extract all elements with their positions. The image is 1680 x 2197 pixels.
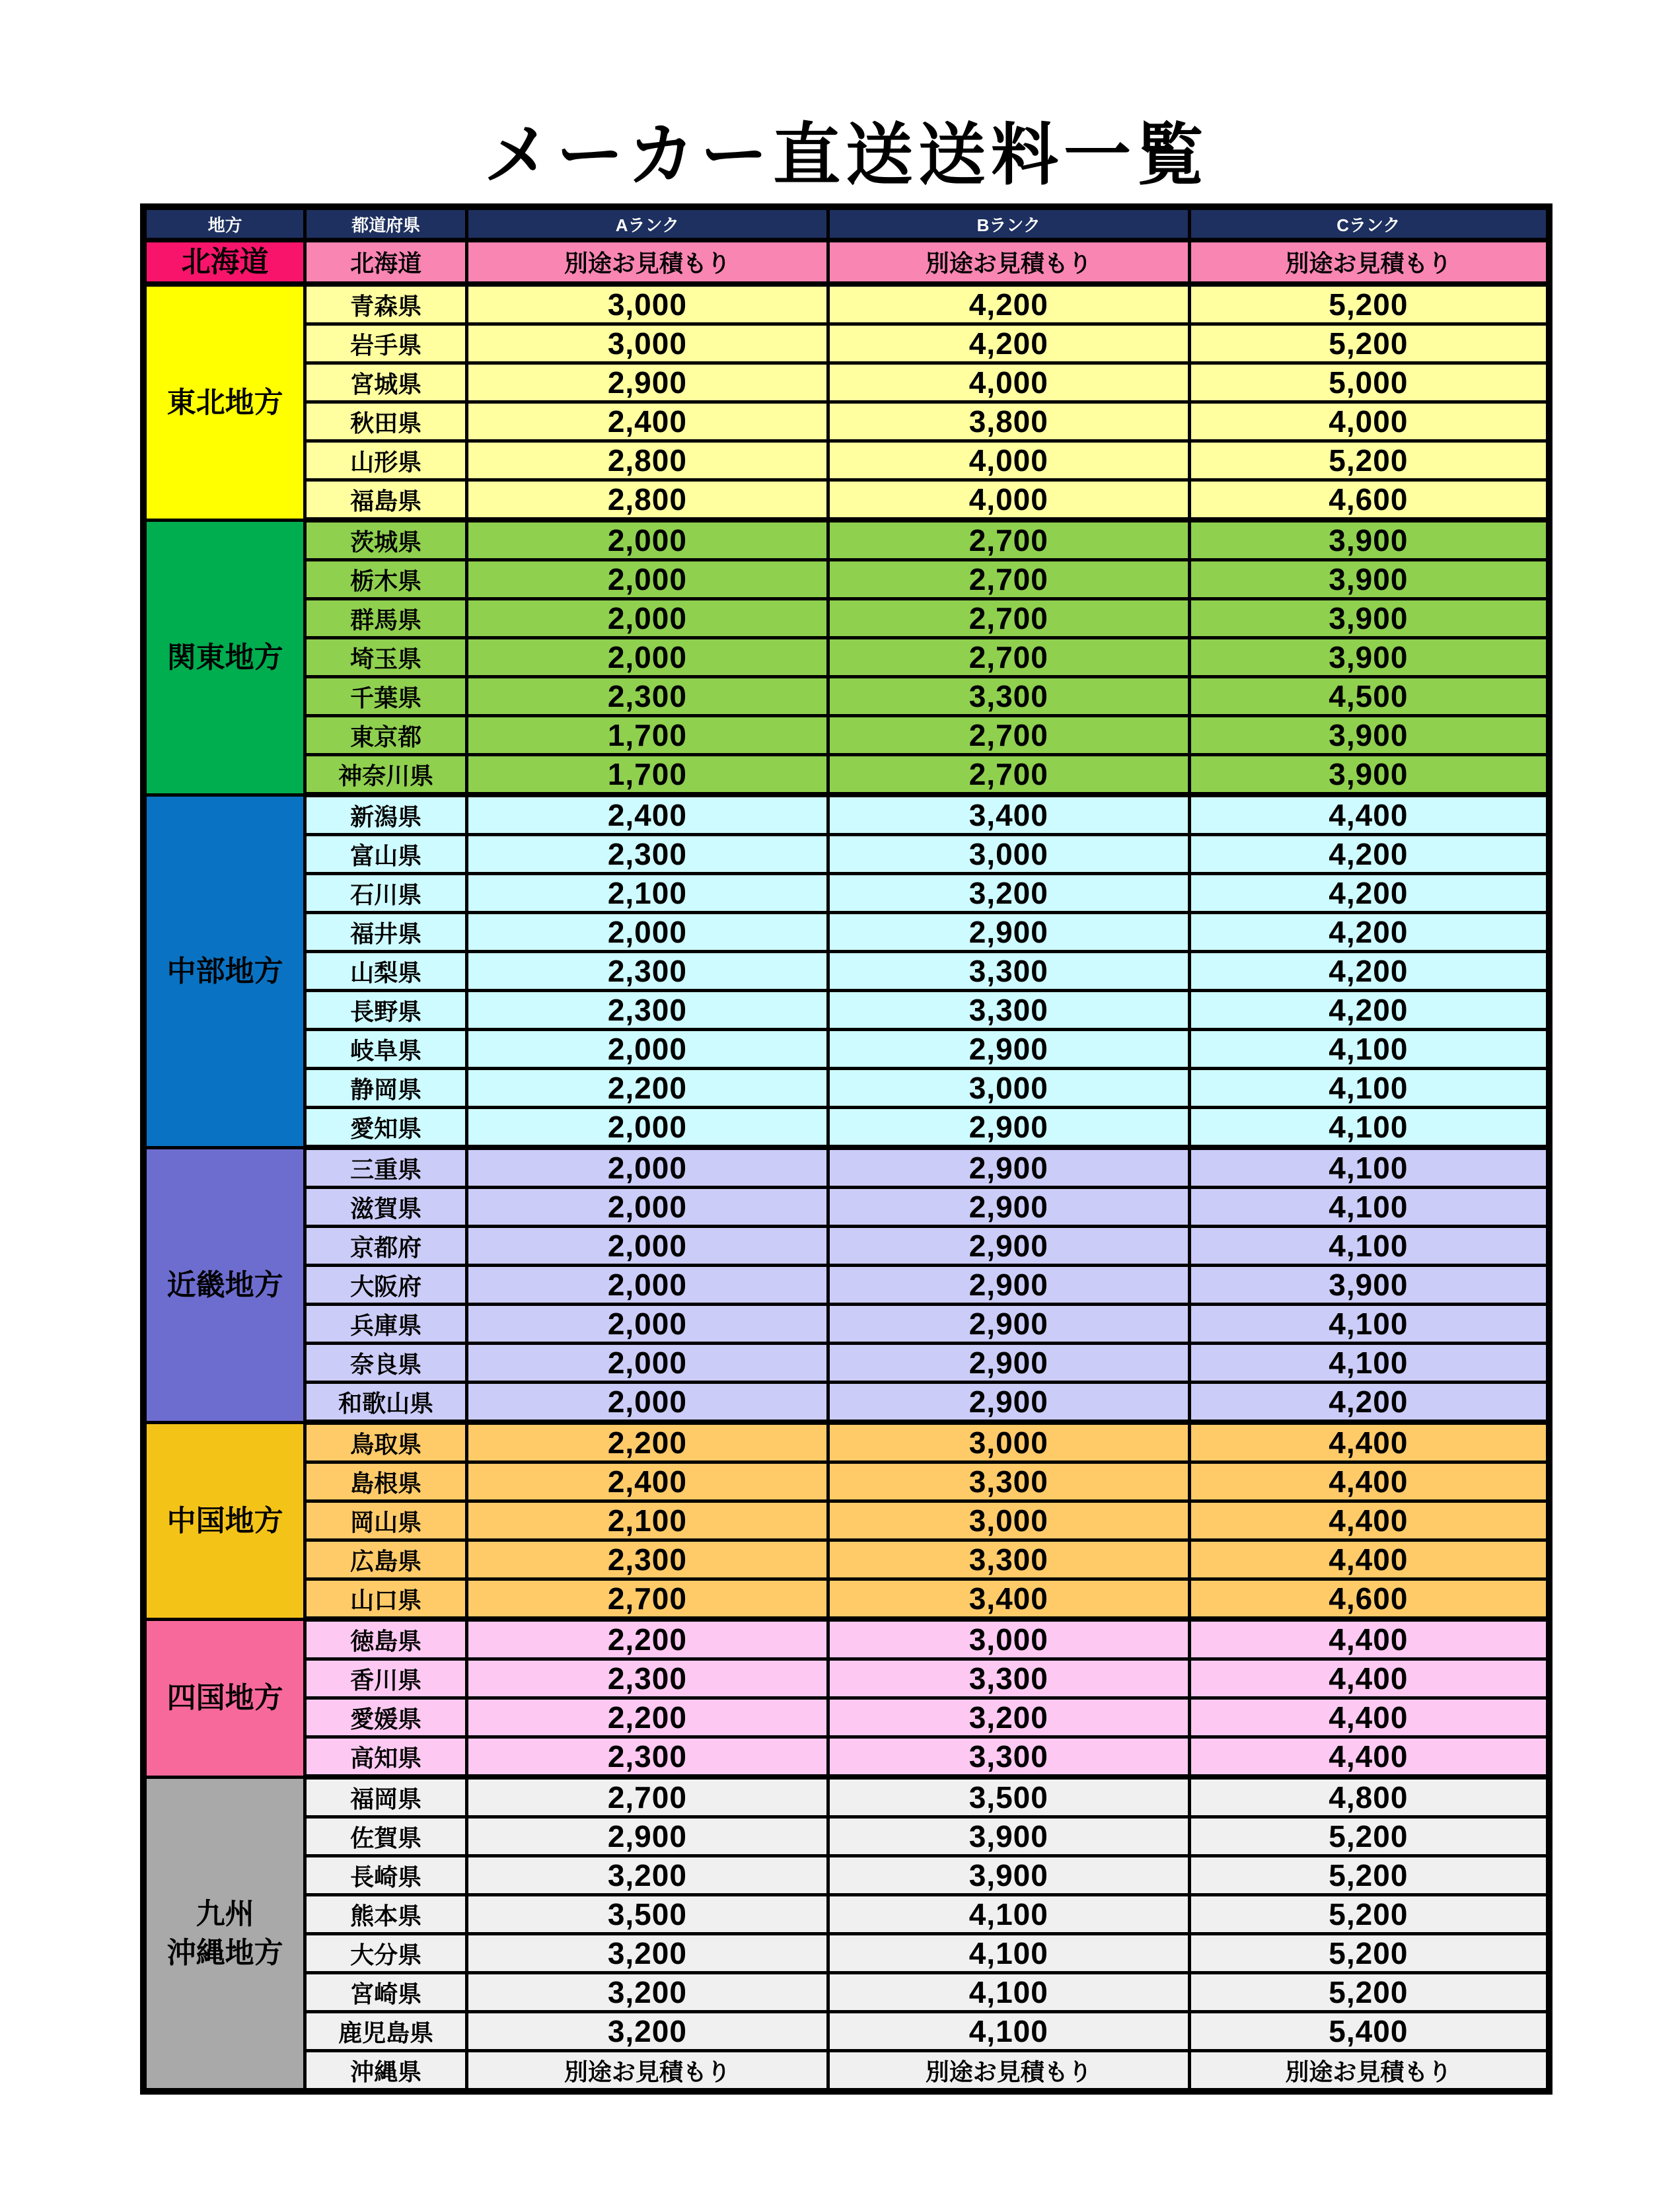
fee-cell-rank-c: 4,100 [1189, 1069, 1549, 1108]
region-cell [143, 520, 305, 795]
table-row [143, 677, 1549, 716]
fee-cell-rank-b: 3,300 [828, 1737, 1189, 1778]
table-row [143, 1030, 1549, 1069]
fee-cell-rank-b: 4,100 [828, 1934, 1189, 1973]
prefecture-cell: 新潟県 [305, 795, 467, 835]
prefecture-cell: 愛知県 [305, 1108, 467, 1148]
fee-cell-rank-c: 4,200 [1189, 835, 1549, 874]
table-row [143, 520, 1549, 560]
fee-cell-rank-a: 別途お見積もり [466, 2051, 828, 2092]
fee-cell-rank-c: 4,400 [1189, 1659, 1549, 1698]
table-row [143, 1659, 1549, 1698]
prefecture-cell: 熊本県 [305, 1895, 467, 1934]
fee-cell-rank-b: 3,400 [828, 795, 1189, 835]
fee-cell-rank-a: 2,000 [466, 599, 828, 638]
fee-cell-rank-c: 5,200 [1189, 324, 1549, 363]
fee-cell-rank-a: 2,200 [466, 1069, 828, 1108]
fee-cell-rank-b: 3,300 [828, 677, 1189, 716]
table-row [143, 402, 1549, 441]
fee-cell-rank-b: 2,700 [828, 755, 1189, 795]
fee-cell-rank-b: 別途お見積もり [828, 240, 1189, 285]
fee-cell-rank-b: 2,900 [828, 1188, 1189, 1227]
table-row [143, 363, 1549, 402]
fee-cell-rank-b: 3,000 [828, 835, 1189, 874]
fee-cell-rank-a: 2,000 [466, 1147, 828, 1188]
fee-cell-rank-b: 3,200 [828, 874, 1189, 913]
fee-cell-rank-b: 3,300 [828, 952, 1189, 991]
fee-cell-rank-c: 5,200 [1189, 1934, 1549, 1973]
fee-cell-rank-c: 3,900 [1189, 1266, 1549, 1305]
prefecture-cell: 栃木県 [305, 560, 467, 599]
fee-cell-rank-c: 4,100 [1189, 1108, 1549, 1148]
table-row [143, 480, 1549, 521]
region-cell [143, 1147, 305, 1422]
header-prefecture: 都道府県 [305, 207, 467, 240]
fee-cell-rank-c: 4,100 [1189, 1030, 1549, 1069]
fee-cell-rank-a: 2,300 [466, 835, 828, 874]
table-row [143, 991, 1549, 1030]
prefecture-cell: 大阪府 [305, 1266, 467, 1305]
fee-cell-rank-b: 3,000 [828, 1422, 1189, 1462]
table-row [143, 716, 1549, 755]
fee-cell-rank-c: 5,200 [1189, 1895, 1549, 1934]
fee-cell-rank-a: 2,300 [466, 1540, 828, 1579]
fee-cell-rank-c: 4,400 [1189, 1422, 1549, 1462]
fee-cell-rank-b: 4,100 [828, 1973, 1189, 2012]
table-row [143, 1383, 1549, 1423]
fee-cell-rank-c: 4,100 [1189, 1305, 1549, 1344]
region-label: 中国地方 [166, 1504, 283, 1537]
fee-cell-rank-c: 別途お見積もり [1189, 2051, 1549, 2092]
fee-cell-rank-b: 2,700 [828, 638, 1189, 677]
table-row [143, 874, 1549, 913]
table-row [143, 560, 1549, 599]
fee-cell-rank-b: 3,800 [828, 402, 1189, 441]
fee-cell-rank-c: 4,400 [1189, 1619, 1549, 1659]
fee-cell-rank-c: 4,100 [1189, 1147, 1549, 1188]
fee-cell-rank-b: 3,000 [828, 1069, 1189, 1108]
fee-cell-rank-c: 5,400 [1189, 2012, 1549, 2051]
table-row [143, 284, 1549, 324]
prefecture-cell: 山梨県 [305, 952, 467, 991]
prefecture-cell: 岐阜県 [305, 1030, 467, 1069]
fee-cell-rank-a: 2,000 [466, 1227, 828, 1266]
fee-cell-rank-c: 4,500 [1189, 677, 1549, 716]
region-label: 近畿地方 [166, 1268, 283, 1301]
prefecture-cell: 広島県 [305, 1540, 467, 1579]
prefecture-cell: 和歌山県 [305, 1383, 467, 1423]
region-label: 関東地方 [166, 641, 283, 674]
table-row [143, 1934, 1549, 1973]
prefecture-cell: 岩手県 [305, 324, 467, 363]
fee-cell-rank-a: 2,400 [466, 795, 828, 835]
fee-cell-rank-b: 3,200 [828, 1698, 1189, 1737]
fee-cell-rank-c: 4,400 [1189, 795, 1549, 835]
prefecture-cell: 群馬県 [305, 599, 467, 638]
table-row [143, 1619, 1549, 1659]
table-row [143, 1856, 1549, 1895]
fee-cell-rank-b: 3,300 [828, 1540, 1189, 1579]
table-row [143, 240, 1549, 285]
prefecture-cell: 千葉県 [305, 677, 467, 716]
fee-cell-rank-b: 3,500 [828, 1777, 1189, 1817]
fee-cell-rank-b: 3,400 [828, 1579, 1189, 1620]
table-row [143, 1188, 1549, 1227]
fee-cell-rank-a: 2,800 [466, 480, 828, 521]
prefecture-cell: 岡山県 [305, 1501, 467, 1540]
fee-cell-rank-a: 2,000 [466, 638, 828, 677]
prefecture-cell: 富山県 [305, 835, 467, 874]
table-row [143, 1777, 1549, 1817]
table-row [143, 1817, 1549, 1856]
prefecture-cell: 静岡県 [305, 1069, 467, 1108]
table-row [143, 1501, 1549, 1540]
table-row [143, 1147, 1549, 1188]
fee-table [140, 203, 1552, 2095]
fee-cell-rank-a: 3,200 [466, 1934, 828, 1973]
fee-cell-rank-a: 3,200 [466, 1973, 828, 2012]
fee-cell-rank-b: 4,000 [828, 480, 1189, 521]
prefecture-cell: 神奈川県 [305, 755, 467, 795]
region-cell [143, 795, 305, 1147]
fee-cell-rank-a: 2,100 [466, 874, 828, 913]
fee-cell-rank-c: 5,200 [1189, 284, 1549, 324]
fee-cell-rank-c: 4,000 [1189, 402, 1549, 441]
prefecture-cell: 茨城県 [305, 520, 467, 560]
table-row [143, 2051, 1549, 2092]
fee-cell-rank-c: 5,200 [1189, 1856, 1549, 1895]
fee-cell-rank-a: 2,300 [466, 677, 828, 716]
prefecture-cell: 沖縄県 [305, 2051, 467, 2092]
fee-cell-rank-c: 4,100 [1189, 1344, 1549, 1383]
fee-cell-rank-c: 4,600 [1189, 480, 1549, 521]
fee-cell-rank-a: 2,000 [466, 520, 828, 560]
fee-cell-rank-a: 2,400 [466, 402, 828, 441]
fee-cell-rank-c: 4,200 [1189, 991, 1549, 1030]
header-rank-b: Bランク [828, 207, 1189, 240]
prefecture-cell: 愛媛県 [305, 1698, 467, 1737]
fee-cell-rank-a: 3,200 [466, 2012, 828, 2051]
prefecture-cell: 鹿児島県 [305, 2012, 467, 2051]
fee-table-body [143, 240, 1549, 2092]
prefecture-cell: 北海道 [305, 240, 467, 285]
region-cell [143, 284, 305, 520]
prefecture-cell: 福井県 [305, 913, 467, 952]
region-label: 北海道 [181, 246, 269, 278]
region-cell [143, 1422, 305, 1619]
region-cell [143, 1619, 305, 1777]
prefecture-cell: 長野県 [305, 991, 467, 1030]
page-title: メーカー直送送料一覧 [484, 118, 1209, 193]
fee-cell-rank-a: 2,900 [466, 363, 828, 402]
prefecture-cell: 福岡県 [305, 1777, 467, 1817]
table-row [143, 1305, 1549, 1344]
prefecture-cell: 鳥取県 [305, 1422, 467, 1462]
prefecture-cell: 高知県 [305, 1737, 467, 1778]
fee-cell-rank-b: 2,900 [828, 1227, 1189, 1266]
fee-cell-rank-b: 3,900 [828, 1856, 1189, 1895]
fee-cell-rank-b: 3,000 [828, 1501, 1189, 1540]
header-rank-c: Cランク [1189, 207, 1549, 240]
fee-cell-rank-a: 2,000 [466, 913, 828, 952]
fee-cell-rank-c: 4,200 [1189, 913, 1549, 952]
fee-cell-rank-a: 別途お見積もり [466, 240, 828, 285]
table-row [143, 324, 1549, 363]
fee-cell-rank-a: 3,000 [466, 284, 828, 324]
fee-cell-rank-a: 2,000 [466, 1383, 828, 1423]
fee-cell-rank-b: 2,900 [828, 1030, 1189, 1069]
fee-cell-rank-c: 3,900 [1189, 716, 1549, 755]
fee-cell-rank-a: 2,100 [466, 1501, 828, 1540]
fee-cell-rank-b: 3,300 [828, 1659, 1189, 1698]
region-cell [143, 240, 305, 285]
prefecture-cell: 青森県 [305, 284, 467, 324]
fee-cell-rank-a: 3,200 [466, 1856, 828, 1895]
fee-cell-rank-b: 2,900 [828, 1344, 1189, 1383]
fee-cell-rank-c: 5,000 [1189, 363, 1549, 402]
fee-cell-rank-a: 2,000 [466, 1108, 828, 1148]
table-row [143, 1895, 1549, 1934]
region-label: 沖縄地方 [166, 1937, 283, 1970]
table-row [143, 1540, 1549, 1579]
prefecture-cell: 大分県 [305, 1934, 467, 1973]
fee-cell-rank-a: 2,300 [466, 1737, 828, 1778]
fee-cell-rank-a: 2,300 [466, 952, 828, 991]
table-row [143, 1462, 1549, 1501]
table-row [143, 835, 1549, 874]
fee-cell-rank-a: 2,300 [466, 991, 828, 1030]
table-row [143, 755, 1549, 795]
fee-cell-rank-c: 3,900 [1189, 520, 1549, 560]
fee-cell-rank-b: 2,900 [828, 1147, 1189, 1188]
header-row [143, 207, 1549, 240]
fee-cell-rank-a: 2,800 [466, 441, 828, 480]
header-region: 地方 [143, 207, 305, 240]
fee-cell-rank-a: 2,000 [466, 1030, 828, 1069]
fee-cell-rank-b: 2,900 [828, 1266, 1189, 1305]
fee-cell-rank-c: 4,400 [1189, 1462, 1549, 1501]
fee-cell-rank-b: 3,000 [828, 1619, 1189, 1659]
fee-cell-rank-a: 2,000 [466, 1305, 828, 1344]
prefecture-cell: 三重県 [305, 1147, 467, 1188]
fee-cell-rank-c: 4,100 [1189, 1188, 1549, 1227]
fee-cell-rank-b: 2,900 [828, 1383, 1189, 1423]
region-label: 東北地方 [166, 386, 283, 419]
prefecture-cell: 宮崎県 [305, 1973, 467, 2012]
fee-cell-rank-c: 4,200 [1189, 952, 1549, 991]
table-row [143, 1344, 1549, 1383]
fee-cell-rank-c: 4,400 [1189, 1501, 1549, 1540]
fee-cell-rank-c: 別途お見積もり [1189, 240, 1549, 285]
fee-cell-rank-a: 2,700 [466, 1579, 828, 1620]
table-row [143, 952, 1549, 991]
fee-cell-rank-b: 2,700 [828, 560, 1189, 599]
fee-cell-rank-b: 別途お見積もり [828, 2051, 1189, 2092]
prefecture-cell: 秋田県 [305, 402, 467, 441]
fee-cell-rank-b: 3,900 [828, 1817, 1189, 1856]
fee-cell-rank-b: 2,700 [828, 520, 1189, 560]
fee-cell-rank-c: 4,200 [1189, 874, 1549, 913]
fee-cell-rank-c: 4,200 [1189, 1383, 1549, 1423]
fee-cell-rank-a: 2,400 [466, 1462, 828, 1501]
fee-cell-rank-a: 2,700 [466, 1777, 828, 1817]
table-row [143, 1698, 1549, 1737]
prefecture-cell: 東京都 [305, 716, 467, 755]
prefecture-cell: 埼玉県 [305, 638, 467, 677]
fee-cell-rank-b: 4,200 [828, 324, 1189, 363]
prefecture-cell: 京都府 [305, 1227, 467, 1266]
fee-cell-rank-b: 2,900 [828, 913, 1189, 952]
fee-cell-rank-a: 2,000 [466, 1188, 828, 1227]
fee-cell-rank-a: 3,000 [466, 324, 828, 363]
fee-cell-rank-a: 2,000 [466, 1266, 828, 1305]
table-row [143, 1579, 1549, 1620]
table-row [143, 1108, 1549, 1148]
prefecture-cell: 兵庫県 [305, 1305, 467, 1344]
prefecture-cell: 滋賀県 [305, 1188, 467, 1227]
fee-cell-rank-c: 4,400 [1189, 1737, 1549, 1778]
region-label: 中部地方 [166, 954, 283, 988]
fee-cell-rank-b: 2,700 [828, 599, 1189, 638]
region-cell [143, 1777, 305, 2091]
fee-cell-rank-a: 2,300 [466, 1659, 828, 1698]
table-row [143, 2012, 1549, 2051]
fee-cell-rank-a: 2,000 [466, 560, 828, 599]
prefecture-cell: 山形県 [305, 441, 467, 480]
fee-cell-rank-c: 3,900 [1189, 560, 1549, 599]
prefecture-cell: 佐賀県 [305, 1817, 467, 1856]
table-row [143, 913, 1549, 952]
fee-cell-rank-c: 3,900 [1189, 638, 1549, 677]
fee-cell-rank-a: 2,200 [466, 1619, 828, 1659]
table-row [143, 1069, 1549, 1108]
fee-cell-rank-b: 3,300 [828, 1462, 1189, 1501]
fee-cell-rank-c: 5,200 [1189, 1973, 1549, 2012]
fee-cell-rank-a: 2,900 [466, 1817, 828, 1856]
fee-cell-rank-a: 1,700 [466, 755, 828, 795]
fee-cell-rank-c: 4,800 [1189, 1777, 1549, 1817]
prefecture-cell: 島根県 [305, 1462, 467, 1501]
header-rank-a: Aランク [466, 207, 828, 240]
prefecture-cell: 福島県 [305, 480, 467, 521]
fee-cell-rank-c: 4,400 [1189, 1698, 1549, 1737]
fee-cell-rank-c: 4,600 [1189, 1579, 1549, 1620]
region-label: 九州 [196, 1897, 254, 1930]
fee-cell-rank-c: 5,200 [1189, 1817, 1549, 1856]
table-row [143, 1422, 1549, 1462]
fee-cell-rank-b: 4,000 [828, 363, 1189, 402]
fee-cell-rank-c: 3,900 [1189, 599, 1549, 638]
table-row [143, 599, 1549, 638]
table-row [143, 1227, 1549, 1266]
table-row [143, 795, 1549, 835]
prefecture-cell: 香川県 [305, 1659, 467, 1698]
fee-cell-rank-c: 4,400 [1189, 1540, 1549, 1579]
fee-cell-rank-b: 2,700 [828, 716, 1189, 755]
table-row [143, 1266, 1549, 1305]
fee-cell-rank-b: 4,100 [828, 1895, 1189, 1934]
table-row [143, 1973, 1549, 2012]
fee-cell-rank-b: 2,900 [828, 1305, 1189, 1344]
fee-cell-rank-c: 5,200 [1189, 441, 1549, 480]
prefecture-cell: 徳島県 [305, 1619, 467, 1659]
fee-cell-rank-c: 3,900 [1189, 755, 1549, 795]
prefecture-cell: 山口県 [305, 1579, 467, 1620]
fee-cell-rank-b: 4,200 [828, 284, 1189, 324]
fee-cell-rank-c: 4,100 [1189, 1227, 1549, 1266]
fee-cell-rank-a: 2,000 [466, 1344, 828, 1383]
fee-cell-rank-b: 4,100 [828, 2012, 1189, 2051]
fee-cell-rank-a: 1,700 [466, 716, 828, 755]
table-row [143, 638, 1549, 677]
fee-cell-rank-b: 4,000 [828, 441, 1189, 480]
prefecture-cell: 宮城県 [305, 363, 467, 402]
fee-cell-rank-a: 2,200 [466, 1698, 828, 1737]
fee-cell-rank-a: 2,200 [466, 1422, 828, 1462]
prefecture-cell: 奈良県 [305, 1344, 467, 1383]
table-row [143, 441, 1549, 480]
prefecture-cell: 長崎県 [305, 1856, 467, 1895]
prefecture-cell: 石川県 [305, 874, 467, 913]
fee-cell-rank-b: 2,900 [828, 1108, 1189, 1148]
fee-cell-rank-b: 3,300 [828, 991, 1189, 1030]
table-row [143, 1737, 1549, 1778]
region-label: 四国地方 [166, 1682, 283, 1715]
fee-cell-rank-a: 3,500 [466, 1895, 828, 1934]
